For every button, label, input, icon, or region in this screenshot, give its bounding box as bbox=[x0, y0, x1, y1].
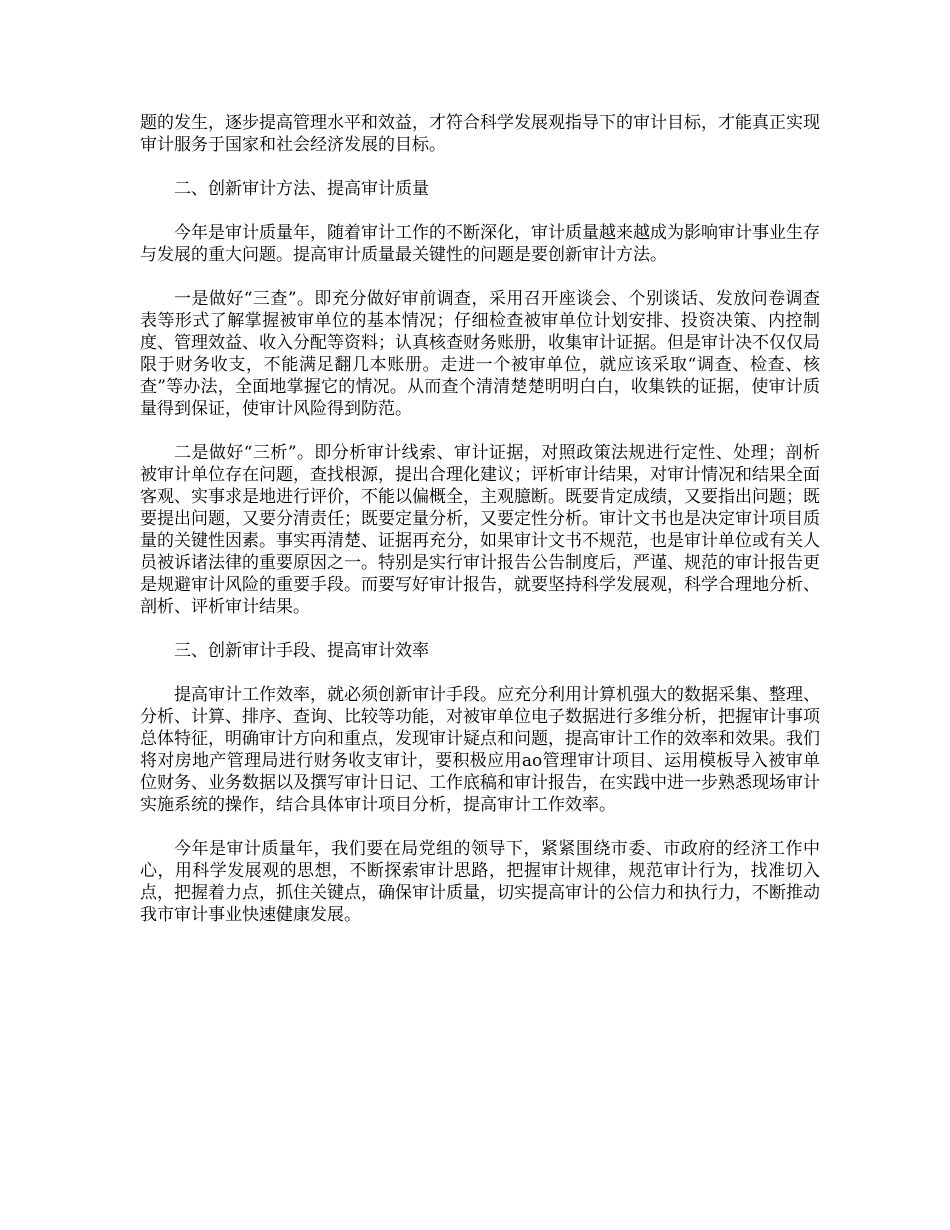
paragraph-audit-quality-year: 今年是审计质量年，随着审计工作的不断深化，审计质量越来越成为影响审计事业生存与发展的重大问题。提高审计质量最关键性的问题是要创新审计方法。 bbox=[140, 223, 820, 265]
document-page bbox=[140, 112, 820, 948]
section-heading-3: 三、创新审计手段、提高审计效率 bbox=[174, 641, 429, 661]
paragraph-audit-efficiency: 提高审计工作效率，就必须创新审计手段。应充分利用计算机强大的数据采集、整理、分析、计算、排序、查询、比较等功能，对被审单位电子数据进行多维分析，把握审计事项总体特征，明确审计方向和重点，发现审计疑点和问题，提高审计工作的效率和效果。我们将对房地产管理局进行财务收支审计，要积极应用ao管理审计项目、运用模板导入被审单位财务、业务数据以及撰写审计日记、工作底稿和审计报告，在实践中进一步熟悉现场审计实施系统的操作，结合具体审计项目分析，提高审计工作效率。 bbox=[140, 685, 820, 815]
section-heading-2: 二、创新审计方法、提高审计质量 bbox=[174, 179, 429, 199]
paragraph-continuation: 题的发生，逐步提高管理水平和效益，才符合科学发展观指导下的审计目标，才能真正实现审计服务于国家和社会经济发展的目标。 bbox=[140, 113, 820, 155]
paragraph-three-analyses: 二是做好“三析”。即分析审计线索、审计证据，对照政策法规进行定性、处理；剖析被审计单位存在问题，查找根源，提出合理化建议；评析审计结果，对审计情况和结果全面客观、实事求是地进行评价，不能以偏概全，主观臆断。既要肯定成绩，又要指出问题；既要提出问题，又要分清责任；既要定量分析，又要定性分析。审计文书也是决定审计项目质量的关键性因素。事实再清楚、证据再充分，如果审计文书不规范，也是审计单位或有关人员被诉诸法律的重要原因之一。特别是实行审计报告公告制度后，严谨、规范的审计报告更是规避审计风险的重要手段。而要写好审计报告，就要坚持科学发展观，科学合理地分析、剖析、评析审计结果。 bbox=[140, 443, 820, 617]
paragraph-conclusion: 今年是审计质量年，我们要在局党组的领导下，紧紧围绕市委、市政府的经济工作中心，用科学发展观的思想，不断探索审计思路，把握审计规律，规范审计行为，找准切入点，把握着力点，抓住关键点，确保审计质量，切实提高审计的公信力和执行力，不断推动我市审计事业快速健康发展。 bbox=[140, 839, 820, 925]
paragraph-three-checks: 一是做好“三查”。即充分做好审前调查，采用召开座谈会、个别谈话、发放问卷调查表等形式了解掌握被审单位的基本情况；仔细检查被审单位计划安排、投资决策、内控制度、管理效益、收入分配等资料；认真核查财务账册，收集审计证据。但是审计决不仅仅局限于财务收支，不能满足翻几本账册。走进一个被审单位，就应该采取“调查、检查、核查”等办法，全面地掌握它的情况。从而查个清清楚楚明明白白，收集铁的证据，使审计质量得到保证，使审计风险得到防范。 bbox=[140, 289, 820, 419]
